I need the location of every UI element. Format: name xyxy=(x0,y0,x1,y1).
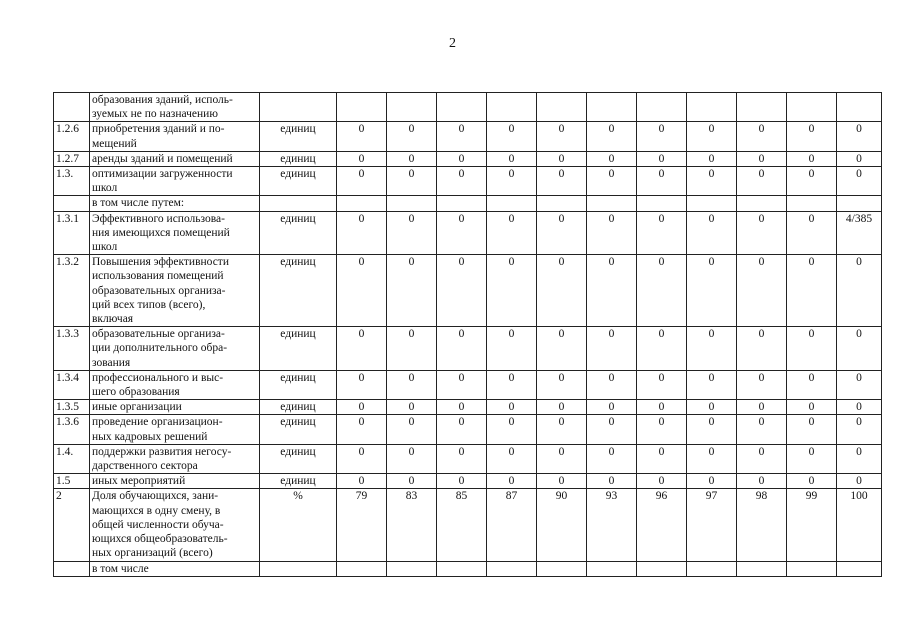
description-line: ющихся общеобразователь- xyxy=(92,533,228,546)
description-line: приобретения зданий и по- xyxy=(92,123,225,136)
value-cell: 0 xyxy=(687,400,737,415)
row-number-cell: 1.2.7 xyxy=(54,151,90,166)
value-cell: 0 xyxy=(587,474,637,489)
description-cell xyxy=(90,167,260,196)
value-cell: 0 xyxy=(637,167,687,196)
value-cell xyxy=(787,196,837,211)
description-line: школ xyxy=(92,241,118,254)
value-cell xyxy=(587,93,637,122)
value-cell: 0 xyxy=(637,474,687,489)
value-cell: 0 xyxy=(387,255,437,327)
description-line: Эффективного использова- xyxy=(92,212,225,225)
value-cell xyxy=(487,93,537,122)
value-cell: 0 xyxy=(687,167,737,196)
value-cell: 99 xyxy=(787,489,837,561)
value-cell: 0 xyxy=(787,327,837,371)
value-cell: 0 xyxy=(337,474,387,489)
value-cell xyxy=(487,196,537,211)
value-cell: 0 xyxy=(487,122,537,151)
value-cell xyxy=(737,93,787,122)
description-line: оптимизации загруженности xyxy=(92,168,233,181)
value-cell xyxy=(337,93,387,122)
value-cell: 0 xyxy=(437,255,487,327)
unit-cell: единиц xyxy=(260,327,337,371)
value-cell: 100 xyxy=(837,489,882,561)
value-cell: 0 xyxy=(387,122,437,151)
description-cell xyxy=(90,211,260,255)
value-cell xyxy=(737,561,787,576)
value-cell: 0 xyxy=(437,474,487,489)
value-cell: 0 xyxy=(787,474,837,489)
description-line: проведение организацион- xyxy=(92,416,223,429)
description-line: иных мероприятий xyxy=(92,475,186,488)
value-cell: 0 xyxy=(387,474,437,489)
value-cell: 0 xyxy=(837,400,882,415)
value-cell: 0 xyxy=(387,415,437,444)
table-body xyxy=(54,93,882,577)
table-row xyxy=(54,444,882,473)
unit-cell: единиц xyxy=(260,122,337,151)
table-row xyxy=(54,327,882,371)
value-cell: 4/385 xyxy=(837,211,882,255)
value-cell: 0 xyxy=(437,444,487,473)
value-cell: 0 xyxy=(337,327,387,371)
value-cell: 0 xyxy=(587,151,637,166)
value-cell: 0 xyxy=(787,151,837,166)
value-cell xyxy=(637,93,687,122)
unit-cell: % xyxy=(260,489,337,561)
value-cell: 0 xyxy=(487,211,537,255)
description-cell xyxy=(90,122,260,151)
unit-cell: единиц xyxy=(260,444,337,473)
value-cell: 0 xyxy=(387,400,437,415)
row-number-cell: 1.4. xyxy=(54,444,90,473)
value-cell: 0 xyxy=(837,327,882,371)
value-cell: 0 xyxy=(487,327,537,371)
value-cell: 0 xyxy=(637,211,687,255)
description-line: иные организации xyxy=(92,401,182,414)
value-cell: 0 xyxy=(587,370,637,399)
value-cell: 0 xyxy=(787,444,837,473)
value-cell xyxy=(587,196,637,211)
row-number-cell xyxy=(54,561,90,576)
value-cell: 0 xyxy=(437,327,487,371)
value-cell: 98 xyxy=(737,489,787,561)
value-cell: 0 xyxy=(637,122,687,151)
value-cell: 0 xyxy=(537,444,587,473)
value-cell: 0 xyxy=(537,255,587,327)
value-cell: 0 xyxy=(387,167,437,196)
table-row xyxy=(54,211,882,255)
description-cell xyxy=(90,327,260,371)
value-cell: 0 xyxy=(837,415,882,444)
value-cell xyxy=(837,93,882,122)
unit-cell xyxy=(260,561,337,576)
description-cell xyxy=(90,444,260,473)
value-cell xyxy=(437,93,487,122)
value-cell: 0 xyxy=(787,211,837,255)
table-row xyxy=(54,474,882,489)
value-cell: 0 xyxy=(787,400,837,415)
value-cell: 0 xyxy=(637,444,687,473)
value-cell: 0 xyxy=(337,444,387,473)
value-cell xyxy=(437,196,487,211)
value-cell: 90 xyxy=(537,489,587,561)
unit-cell: единиц xyxy=(260,255,337,327)
unit-cell: единиц xyxy=(260,370,337,399)
value-cell xyxy=(537,196,587,211)
table-row xyxy=(54,415,882,444)
description-line: ных кадровых решений xyxy=(92,430,208,443)
value-cell: 0 xyxy=(337,167,387,196)
value-cell: 0 xyxy=(437,415,487,444)
description-line: ции дополнительного обра- xyxy=(92,342,228,355)
table-row xyxy=(54,400,882,415)
value-cell: 0 xyxy=(537,400,587,415)
description-line: мещений xyxy=(92,137,137,150)
value-cell: 0 xyxy=(737,327,787,371)
value-cell xyxy=(437,561,487,576)
description-cell xyxy=(90,561,260,576)
value-cell: 0 xyxy=(537,474,587,489)
value-cell: 0 xyxy=(687,474,737,489)
description-line: образования зданий, исполь- xyxy=(92,94,233,106)
description-line: аренды зданий и помещений xyxy=(92,152,233,165)
value-cell: 0 xyxy=(537,211,587,255)
unit-cell: единиц xyxy=(260,400,337,415)
value-cell: 0 xyxy=(837,444,882,473)
row-number-cell: 1.3.1 xyxy=(54,211,90,255)
value-cell: 0 xyxy=(587,415,637,444)
value-cell xyxy=(587,561,637,576)
description-line: зуемых не по назначению xyxy=(92,108,218,121)
value-cell: 0 xyxy=(487,400,537,415)
value-cell: 0 xyxy=(687,151,737,166)
value-cell: 0 xyxy=(637,370,687,399)
value-cell: 0 xyxy=(837,474,882,489)
description-line: в том числе путем: xyxy=(92,197,185,210)
value-cell: 0 xyxy=(787,122,837,151)
table-row xyxy=(54,167,882,196)
value-cell xyxy=(387,561,437,576)
table-row xyxy=(54,561,882,576)
table-row xyxy=(54,370,882,399)
value-cell: 0 xyxy=(737,474,787,489)
value-cell: 87 xyxy=(487,489,537,561)
value-cell xyxy=(787,561,837,576)
description-line: образовательных организа- xyxy=(92,284,226,297)
value-cell: 0 xyxy=(637,327,687,371)
description-line: ций всех типов (всего), xyxy=(92,298,206,311)
value-cell: 0 xyxy=(587,122,637,151)
value-cell: 0 xyxy=(837,255,882,327)
value-cell: 0 xyxy=(537,122,587,151)
value-cell xyxy=(387,196,437,211)
row-number-cell: 1.3.4 xyxy=(54,370,90,399)
value-cell: 0 xyxy=(787,415,837,444)
unit-cell xyxy=(260,196,337,211)
unit-cell: единиц xyxy=(260,415,337,444)
unit-cell: единиц xyxy=(260,151,337,166)
value-cell: 0 xyxy=(387,444,437,473)
value-cell xyxy=(537,93,587,122)
value-cell: 0 xyxy=(437,122,487,151)
value-cell: 0 xyxy=(437,370,487,399)
row-number-cell xyxy=(54,196,90,211)
description-cell xyxy=(90,255,260,327)
row-number-cell: 1.3.3 xyxy=(54,327,90,371)
value-cell: 0 xyxy=(337,255,387,327)
value-cell xyxy=(337,196,387,211)
row-number-cell: 2 xyxy=(54,489,90,561)
description-line: школ xyxy=(92,182,118,195)
row-number-cell: 1.5 xyxy=(54,474,90,489)
value-cell: 0 xyxy=(687,415,737,444)
value-cell: 0 xyxy=(387,151,437,166)
value-cell: 0 xyxy=(387,211,437,255)
table-row xyxy=(54,255,882,327)
value-cell: 0 xyxy=(337,400,387,415)
value-cell: 0 xyxy=(737,415,787,444)
value-cell: 0 xyxy=(837,122,882,151)
description-line: дарственного сектора xyxy=(92,460,198,473)
value-cell xyxy=(687,561,737,576)
value-cell: 0 xyxy=(387,370,437,399)
row-number-cell xyxy=(54,93,90,122)
value-cell: 0 xyxy=(787,255,837,327)
value-cell: 0 xyxy=(587,211,637,255)
value-cell xyxy=(687,196,737,211)
value-cell: 0 xyxy=(487,255,537,327)
value-cell xyxy=(637,196,687,211)
value-cell: 0 xyxy=(437,211,487,255)
unit-cell: единиц xyxy=(260,211,337,255)
value-cell: 0 xyxy=(437,400,487,415)
value-cell: 0 xyxy=(637,400,687,415)
table-row xyxy=(54,151,882,166)
value-cell: 0 xyxy=(737,167,787,196)
value-cell xyxy=(837,561,882,576)
value-cell xyxy=(687,93,737,122)
row-number-cell: 1.3.6 xyxy=(54,415,90,444)
value-cell: 0 xyxy=(437,151,487,166)
value-cell: 0 xyxy=(487,167,537,196)
unit-cell: единиц xyxy=(260,167,337,196)
row-number-cell: 1.3. xyxy=(54,167,90,196)
value-cell: 0 xyxy=(737,444,787,473)
table-row xyxy=(54,196,882,211)
description-line: включая xyxy=(92,313,134,326)
value-cell: 0 xyxy=(787,370,837,399)
description-line: Повышения эффективности xyxy=(92,256,229,269)
value-cell: 0 xyxy=(737,370,787,399)
value-cell: 0 xyxy=(737,122,787,151)
description-cell xyxy=(90,151,260,166)
value-cell: 97 xyxy=(687,489,737,561)
value-cell: 83 xyxy=(387,489,437,561)
description-line: в том числе xyxy=(92,562,149,575)
value-cell: 0 xyxy=(587,327,637,371)
value-cell: 0 xyxy=(337,370,387,399)
unit-cell: единиц xyxy=(260,474,337,489)
table-row xyxy=(54,93,882,122)
value-cell: 0 xyxy=(537,415,587,444)
value-cell: 0 xyxy=(687,370,737,399)
value-cell: 0 xyxy=(337,122,387,151)
value-cell: 0 xyxy=(387,327,437,371)
value-cell: 0 xyxy=(337,415,387,444)
value-cell: 0 xyxy=(587,255,637,327)
row-number-cell: 1.3.2 xyxy=(54,255,90,327)
row-number-cell: 1.3.5 xyxy=(54,400,90,415)
value-cell: 0 xyxy=(687,255,737,327)
value-cell: 0 xyxy=(487,474,537,489)
value-cell: 0 xyxy=(737,255,787,327)
value-cell: 0 xyxy=(587,400,637,415)
description-line: профессионального и выс- xyxy=(92,371,224,384)
description-cell xyxy=(90,400,260,415)
description-line: зования xyxy=(92,356,131,369)
value-cell: 0 xyxy=(487,151,537,166)
value-cell: 0 xyxy=(337,151,387,166)
table-row xyxy=(54,122,882,151)
value-cell: 0 xyxy=(837,167,882,196)
value-cell: 0 xyxy=(537,167,587,196)
value-cell: 0 xyxy=(487,370,537,399)
value-cell: 0 xyxy=(587,167,637,196)
value-cell: 0 xyxy=(337,211,387,255)
value-cell: 93 xyxy=(587,489,637,561)
value-cell xyxy=(837,196,882,211)
value-cell: 0 xyxy=(837,151,882,166)
value-cell: 0 xyxy=(687,211,737,255)
description-cell xyxy=(90,93,260,122)
description-line: ных организаций (всего) xyxy=(92,547,213,560)
value-cell: 79 xyxy=(337,489,387,561)
description-cell xyxy=(90,370,260,399)
value-cell: 0 xyxy=(787,167,837,196)
value-cell: 0 xyxy=(687,122,737,151)
value-cell: 0 xyxy=(687,444,737,473)
value-cell: 0 xyxy=(487,444,537,473)
value-cell: 0 xyxy=(487,415,537,444)
value-cell: 0 xyxy=(737,400,787,415)
value-cell: 0 xyxy=(687,327,737,371)
value-cell xyxy=(487,561,537,576)
table-row xyxy=(54,489,882,561)
value-cell xyxy=(387,93,437,122)
description-line: использования помещений xyxy=(92,270,224,283)
value-cell: 96 xyxy=(637,489,687,561)
value-cell: 0 xyxy=(737,211,787,255)
description-cell xyxy=(90,474,260,489)
value-cell: 85 xyxy=(437,489,487,561)
value-cell: 0 xyxy=(537,370,587,399)
description-line: общей численности обуча- xyxy=(92,518,224,531)
row-number-cell: 1.2.6 xyxy=(54,122,90,151)
value-cell: 0 xyxy=(837,370,882,399)
value-cell: 0 xyxy=(437,167,487,196)
value-cell: 0 xyxy=(737,151,787,166)
value-cell xyxy=(337,561,387,576)
value-cell: 0 xyxy=(537,151,587,166)
description-line: мающихся в одну смену, в xyxy=(92,504,221,517)
value-cell: 0 xyxy=(587,444,637,473)
description-line: Доля обучающихся, зани- xyxy=(92,490,219,503)
value-cell xyxy=(787,93,837,122)
description-line: поддержки развития негосу- xyxy=(92,445,232,458)
description-line: образовательные организа- xyxy=(92,328,225,341)
value-cell xyxy=(637,561,687,576)
value-cell: 0 xyxy=(637,255,687,327)
page-number: 2 xyxy=(449,36,456,51)
description-line: шего образования xyxy=(92,386,180,399)
document-table xyxy=(53,92,882,577)
description-cell xyxy=(90,196,260,211)
description-cell xyxy=(90,415,260,444)
unit-cell xyxy=(260,93,337,122)
value-cell: 0 xyxy=(637,151,687,166)
value-cell xyxy=(737,196,787,211)
description-cell xyxy=(90,489,260,561)
value-cell: 0 xyxy=(637,415,687,444)
value-cell xyxy=(537,561,587,576)
description-line: ния имеющихся помещений xyxy=(92,226,230,239)
value-cell: 0 xyxy=(537,327,587,371)
